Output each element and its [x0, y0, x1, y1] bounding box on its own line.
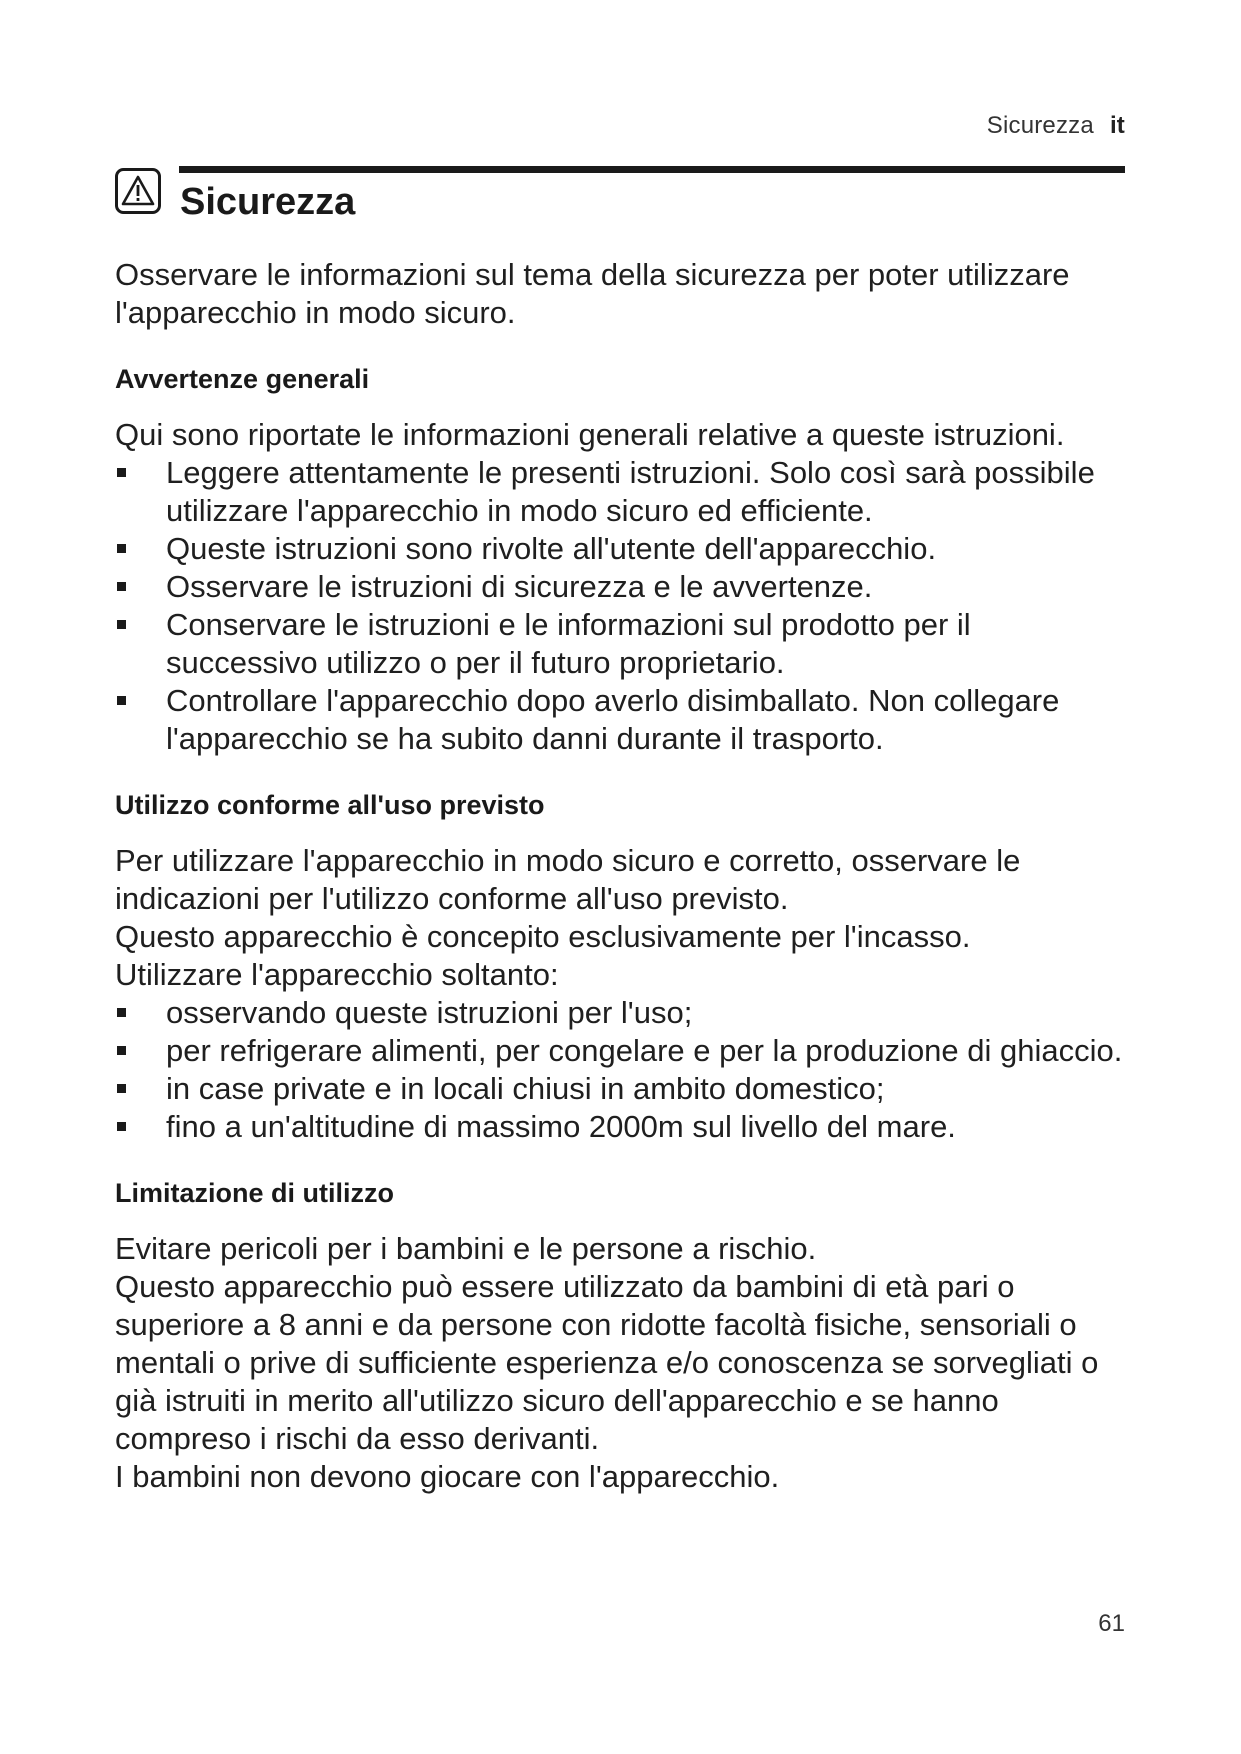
page-number: 61 — [1098, 1610, 1125, 1637]
bullet-square-icon — [117, 620, 126, 629]
bullet-item: osservando queste istruzioni per l'uso; — [115, 994, 1125, 1032]
running-header-section: Sicurezza — [986, 112, 1094, 139]
bullet-square-icon — [117, 468, 126, 477]
section-paragraph: Utilizzare l'apparecchio soltanto: — [115, 957, 559, 992]
section-paragraph: Questo apparecchio è concepito esclusivamente per l'incasso. — [115, 919, 971, 954]
bullet-item: per refrigerare alimenti, per congelare e per la produzione di ghiaccio. — [115, 1032, 1125, 1070]
running-header-lang: it — [1109, 112, 1125, 139]
section-paragraph: I bambini non devono giocare con l'apparecchio. — [115, 1459, 780, 1494]
bullet-item: in case private e in locali chiusi in ambito domestico; — [115, 1070, 1125, 1108]
bullet-list-utilizzo — [115, 994, 1125, 1146]
running-header — [987, 112, 1125, 140]
manual-page — [115, 0, 1125, 1754]
section-title-row — [115, 166, 1125, 228]
section-paragraph: Questo apparecchio può essere utilizzato da bambini di età pari o superiore a 8 anni e da persone con ridotte facoltà fisiche, sensoriali o mentali o prive di sufficiente esperienza e/o conoscenza se sorvegliati o già istruiti in merito all'utilizzo sicuro dell'apparecchio e se hanno compreso i rischi da esso derivanti. — [115, 1269, 1099, 1456]
bullet-item: Osservare le istruzioni di sicurezza e le avvertenze. — [115, 568, 1125, 606]
section-heading-avvertenze: Avvertenze generali — [115, 364, 370, 394]
bullet-item: Controllare l'apparecchio dopo averlo disimballato. Non collegare l'apparecchio se ha subito danni durante il trasporto. — [115, 682, 1125, 758]
bullet-item: Queste istruzioni sono rivolte all'utente dell'apparecchio. — [115, 530, 1125, 568]
content — [115, 256, 1125, 1496]
bullet-square-icon — [117, 1122, 126, 1131]
bullet-item: Leggere attentamente le presenti istruzioni. Solo così sarà possibile utilizzare l'apparecchio in modo sicuro ed efficiente. — [115, 454, 1125, 530]
section-paragraph: Evitare pericoli per i bambini e le persone a rischio. — [115, 1231, 817, 1266]
warning-triangle-icon — [115, 168, 161, 214]
bullet-list-avvertenze — [115, 454, 1125, 758]
section-paragraph: Qui sono riportate le informazioni generali relative a queste istruzioni. — [115, 417, 1065, 452]
bullet-square-icon — [117, 582, 126, 591]
bullet-square-icon — [117, 1084, 126, 1093]
title-rule — [179, 166, 1125, 173]
intro-paragraph: Osservare le informazioni sul tema della sicurezza per poter utilizzare l'apparecchio in modo sicuro. — [115, 257, 1070, 330]
bullet-square-icon — [117, 544, 126, 553]
bullet-square-icon — [117, 1008, 126, 1017]
section-heading-limitazione: Limitazione di utilizzo — [115, 1178, 394, 1208]
section-paragraph: Per utilizzare l'apparecchio in modo sicuro e corretto, osservare le indicazioni per l'utilizzo conforme all'uso previsto. — [115, 843, 1021, 916]
bullet-square-icon — [117, 696, 126, 705]
bullet-square-icon — [117, 1046, 126, 1055]
bullet-item: fino a un'altitudine di massimo 2000m sul livello del mare. — [115, 1108, 1125, 1146]
page-title: Sicurezza — [180, 181, 356, 223]
section-heading-utilizzo-conforme: Utilizzo conforme all'uso previsto — [115, 790, 545, 820]
bullet-item: Conservare le istruzioni e le informazioni sul prodotto per il successivo utilizzo o per il futuro proprietario. — [115, 606, 1125, 682]
